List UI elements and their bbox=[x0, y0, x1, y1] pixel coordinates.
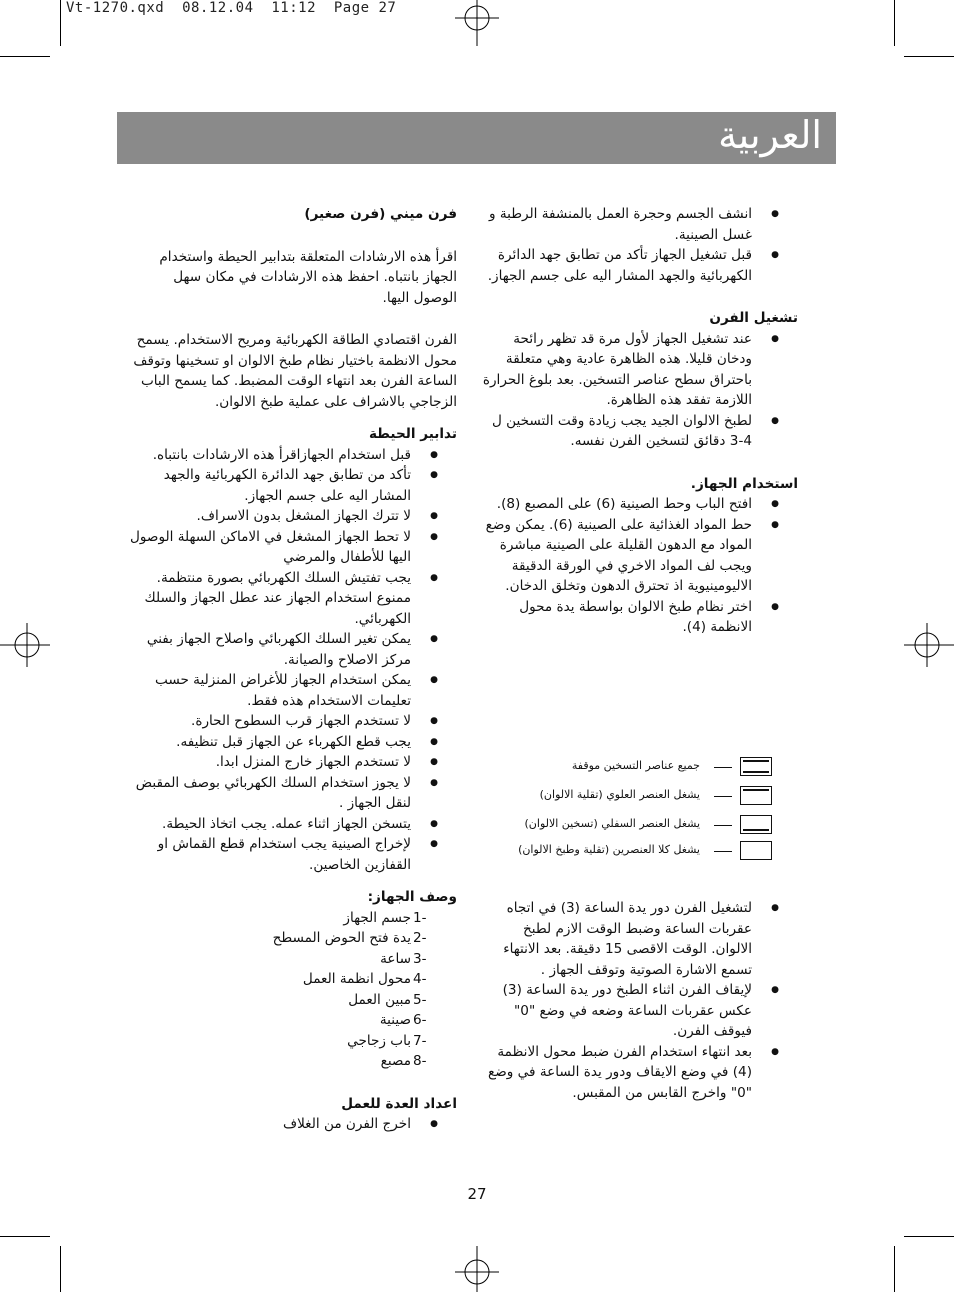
registration-mark-left bbox=[0, 620, 50, 670]
timer-section bbox=[480, 898, 798, 1103]
list-item: ● لإخراج الصينية يجب استخدام قطع القماش او القفازين الخاصين. bbox=[130, 834, 457, 875]
language-banner bbox=[117, 112, 836, 164]
crop-mark-top-left-h bbox=[0, 56, 50, 57]
bottom-element-icon bbox=[740, 815, 772, 834]
list-item: ● لا يجوز استخدام السلك الكهربائي بوصف المقبض لنقل الجهاز . bbox=[130, 773, 457, 814]
parts-list bbox=[130, 908, 457, 1072]
list-item: ● لإيقاف الفرن اثناء الطبخ دور يدة الساعة (3) عكس عقربات الساعة وضعه في وضع "0" فيوقف الفرن. bbox=[480, 980, 798, 1042]
left-column bbox=[130, 204, 457, 1135]
crop-mark-top-left-v bbox=[60, 0, 61, 46]
list-item: ● انشف الجسم وحجرة العمل بالمنشفة الرطبة و غسل الصينية. bbox=[480, 204, 798, 245]
list-item: ● اختر نظام طبخ الالوان بواسطة يدة محول الانظمة (4). bbox=[480, 597, 798, 638]
list-item: ● حط المواد الغذائية على الصينية (6). يمكن وضع المواد مع الدهون القليلة على الصينية مباشرة ويجب لف المواد الاخري في الورقة الدقيقة الاليومينيوية اذ تحترق الدهون وتخلق الدخان. bbox=[480, 515, 798, 597]
list-item: ● لطبخ الالوان الجيد يجب زيادة وقت التسخين ل 4-3 دقائق لتسخين الفرن نفسه. bbox=[480, 411, 798, 452]
legend-row-bottom-element bbox=[505, 815, 780, 837]
legend-row-all-off bbox=[505, 757, 780, 779]
crop-mark-bottom-right-v bbox=[894, 1246, 895, 1292]
print-slug: Vt-1270.qxd 08.12.04 11:12 Page 27 bbox=[66, 0, 397, 16]
part-item: 4- محول انظمة العمل bbox=[302, 971, 427, 987]
safety-heading: تدابير الحيطة bbox=[368, 426, 457, 442]
list-item: ● لا تستخدم الجهاز خارج المنزل ابدا. bbox=[130, 752, 457, 773]
intro-list bbox=[480, 204, 798, 286]
registration-mark-top bbox=[452, 0, 502, 46]
legend-label: يشغل العنصر السفلي (تسخين الالوان) bbox=[524, 817, 700, 830]
crop-mark-bottom-right-h bbox=[904, 1236, 954, 1237]
legend-label: يشغل كلا العنصرين (تقلية وطبخ الالوان) bbox=[518, 843, 700, 856]
page-title: فرن ميني (فرن صغير) bbox=[304, 206, 457, 222]
list-item: ● قبل استخدام الجهازاقرأ هذه الارشادات بانتباه. bbox=[130, 445, 457, 466]
right-column bbox=[480, 204, 798, 638]
registration-mark-bottom bbox=[452, 1246, 502, 1292]
operation-list bbox=[480, 329, 798, 452]
usage-heading: استخدام الجهاز. bbox=[690, 475, 798, 492]
list-item: ● لتشغيل الفرن دور يدة الساعة (3) في اتجاه عقربات الساعة وضبط الوقت الازم لطبخ الالوان. الوقت الاقصى 15 دقيقة. بعد الانتهاء تسمع الاشارة الصوتية وتوقف الجهاز . bbox=[480, 898, 798, 980]
setup-heading: اعداد العدة للعمل bbox=[341, 1095, 457, 1112]
both-elements-icon bbox=[740, 757, 772, 776]
part-item: 8- مصبع bbox=[380, 1053, 427, 1069]
device-description-heading: وصف الجهاز: bbox=[367, 889, 457, 905]
list-item: ● يجب قطع الكهرباء عن الجهاز قبل تنظيفه. bbox=[130, 732, 457, 753]
list-item: ● يجب تفتيش السلك الكهربائي بصورة منتظمة. ممنوع استخدام الجهاز عند عطل الجهاز والسلك الكهربائي. bbox=[130, 568, 457, 630]
list-item: ● اخرج الفرن من الغلاف bbox=[130, 1114, 457, 1135]
crop-mark-top-right-h bbox=[904, 56, 954, 57]
part-item: 6- صينية bbox=[379, 1012, 427, 1028]
list-item: ● عند تشغيل الجهاز لأول مرة قد تظهر رائحة ودخان قليلا. هذه الظاهرة عادية وهي متعلقة باحتراق سطح عناصر التسخين. بعد بلوغ الحرارة اللازمة تفقد هذه الظاهرة. bbox=[480, 329, 798, 411]
legend-label: جميع عناصر التسخين موقفة bbox=[571, 759, 700, 772]
legend-dash bbox=[714, 825, 732, 826]
part-item: 5- مبين العمل bbox=[348, 991, 427, 1008]
list-item: ● لا تحط الجهاز المشغل في الاماكن السهلة الوصول اليها للأطفال والمرضي bbox=[130, 527, 457, 568]
list-item: ● بعد انتهاء استخدام الفرن ضبط محول الانظمة (4) في وضع الايقاف ودور يدة الساعة في وضع "0" واخرج القابس من المقبس. bbox=[480, 1042, 798, 1104]
list-item: ● يتسخن الجهاز اثناء عمله. يجب اتخاذ الحيطة. bbox=[130, 814, 457, 835]
part-item: 3- ساعة bbox=[380, 950, 427, 967]
empty-element-icon bbox=[740, 841, 772, 860]
list-item: ● قبل تشغيل الجهاز تأكد من تطابق جهد الدائرة الكهربائية والجهد المشار اليه على جسم الجهاز. bbox=[480, 245, 798, 286]
legend-row-top-element bbox=[505, 786, 780, 808]
page-number: 27 bbox=[467, 1185, 487, 1203]
banner-title: العربية bbox=[718, 113, 822, 157]
crop-mark-bottom-left-h bbox=[0, 1236, 50, 1237]
legend-dash bbox=[714, 796, 732, 797]
safety-list bbox=[130, 445, 457, 876]
crop-mark-top-right-v bbox=[894, 0, 895, 46]
legend-dash bbox=[714, 767, 732, 768]
legend-label: يشغل العنصر العلوي (تقلية الالوان) bbox=[539, 788, 700, 801]
crop-mark-bottom-left-v bbox=[60, 1246, 61, 1292]
part-item: 7- باب زجاجي bbox=[347, 1032, 427, 1049]
list-item: ● لا تستخدم الجهاز قرب السطوح الحارة. bbox=[130, 711, 457, 732]
intro-paragraph: اقرأ هذه الارشادات المتعلقة بتدابير الحيطة واستخدام الجهاز بانتباه. احفظ هذه الارشادات في مكان سهل الوصول اليها. bbox=[159, 248, 457, 306]
usage-list bbox=[480, 494, 798, 638]
setup-list bbox=[130, 1114, 457, 1135]
list-item: ● يمكن استخدام الجهاز للأغراض المنزلية حسب تعليمات الاستخدام هذه فقط. bbox=[130, 670, 457, 711]
legend-row-both-on bbox=[505, 841, 780, 863]
description-paragraph: الفرن اقتصادي الطاقة الكهربائية ومريح الاستخدام. يسمح محول الانظمة باختيار نظام طبخ الالوان او تسخينها وتوقف الساعة الفرن بعد انتهاء الوقت المضبط. كما يسمح الباب الزجاجي بالاشراف على عملية طبخ الالوان. bbox=[133, 332, 457, 410]
part-item: 1- جسم الجهاز bbox=[343, 909, 427, 926]
list-item: ● تأكد من تطابق جهد الدائرة الكهربائية والجهد المشار اليه على جسم الجهاز. bbox=[130, 465, 457, 506]
list-item: ● افتح الباب وحط الصينية (6) على المصبع (8). bbox=[480, 494, 798, 515]
list-item: ● لا تترك الجهاز المشغل بدون الاسراف. bbox=[130, 506, 457, 527]
list-item: ● يمكن تغير السلك الكهربائي واصلاح الجهاز بفني مركز الاصلاح والصيانة. bbox=[130, 629, 457, 670]
top-element-icon bbox=[740, 786, 772, 805]
part-item: 2- يدة فتح الحوض المسطح bbox=[272, 930, 427, 946]
timer-list bbox=[480, 898, 798, 1103]
operation-heading: تشغيل الفرن bbox=[709, 310, 798, 326]
registration-mark-right bbox=[904, 620, 954, 670]
legend-dash bbox=[714, 851, 732, 852]
